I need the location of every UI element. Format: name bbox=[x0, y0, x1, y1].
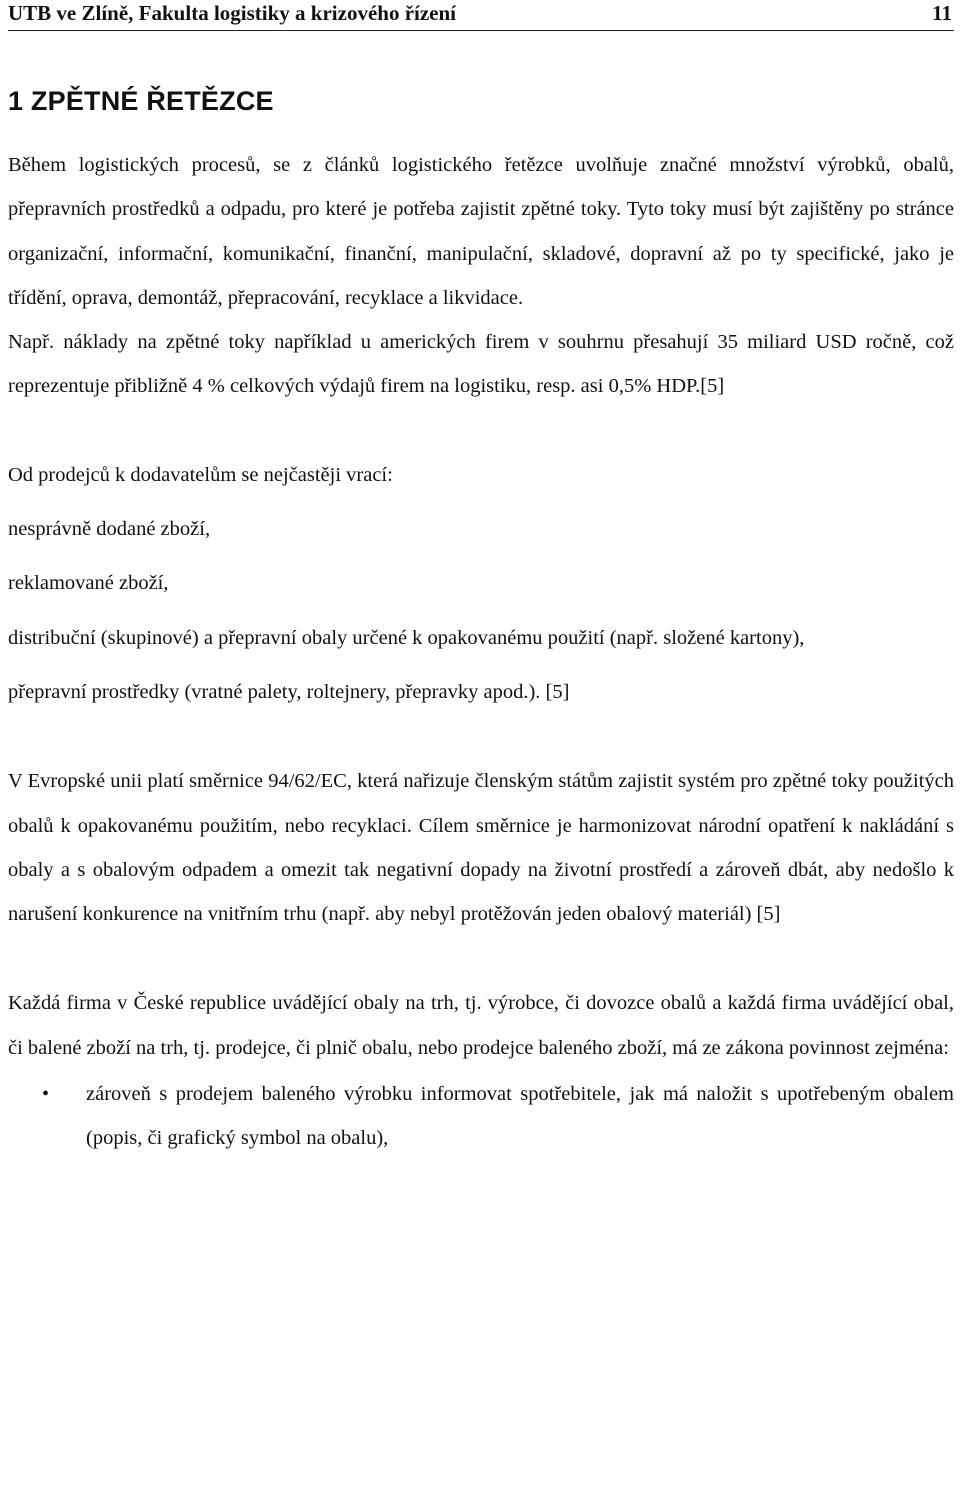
paragraph-intro: Během logistických procesů, se z článků logistického řetězce uvolňuje značné množství výrobků, obalů, přepravních prostředků a odpadu, pro které je potřeba zajistit zpětné toky. Tyto toky musí být zajištěny po stránce organizační, informační, komunikační, finanční, manipulační, skladové, dopravní až po ty specifické, jako je třídění, oprava, demontáž, přepracování, recyklace a likvidace. bbox=[8, 154, 954, 309]
paragraph-costs: Např. náklady na zpětné toky například u amerických firem v souhrnu přesahují 35 miliard USD ročně, což reprezentuje přibližně 4 % celkových výdajů firem na logistiku, resp. asi 0,5% HDP.[5] bbox=[8, 331, 954, 398]
document-page bbox=[8, 0, 954, 1160]
paragraph-returns-intro: Od prodejců k dodavatelům se nejčastěji vrací: bbox=[8, 463, 393, 486]
paragraph-item-2: reklamované zboží, bbox=[8, 572, 169, 595]
page-number: 11 bbox=[932, 1, 952, 25]
paragraph-item-3: distribuční (skupinové) a přepravní obaly určené k opakovanému použití (např. složené kartony), bbox=[8, 626, 805, 649]
obligation-list bbox=[8, 1072, 954, 1160]
running-header bbox=[8, 0, 954, 31]
paragraph-item-4: přepravní prostředky (vratné palety, roltejnery, přepravky apod.). [5] bbox=[8, 680, 570, 703]
paragraph-obligations: Každá firma v České republice uvádějící obaly na trh, tj. výrobce, či dovozce obalů a každá firma uvádějící obal, či balené zboží na trh, tj. prodejce, či plnič obalu, nebo prodejce baleného zboží, má ze zákona povinnost zejména: bbox=[8, 992, 954, 1059]
bullet-icon: • bbox=[42, 1083, 50, 1106]
list-item-text: zároveň s prodejem baleného výrobku informovat spotřebitele, jak má naložit s upotřebeným obalem (popis, či grafický symbol na obalu), bbox=[86, 1083, 954, 1150]
paragraph-eu-directive: V Evropské unii platí směrnice 94/62/EC, která nařizuje členským státům zajistit systém pro zpětné toky použitých obalů k opakovanému použitím, nebo recyklaci. Cílem směrnice je harmonizovat národní opatření k nakládání s obaly a s obalovým odpadem a omezit tak negativní dopady na životní prostředí a zároveň dbát, aby nedošlo k narušení konkurence na vnitřním trhu (např. aby nebyl protěžován jeden obalový materiál) [5] bbox=[8, 770, 954, 926]
chapter-heading: 1 ZPĚTNÉ ŘETĚZCE bbox=[8, 86, 274, 116]
paragraph-item-1: nesprávně dodané zboží, bbox=[8, 518, 211, 541]
list-item bbox=[8, 1072, 954, 1160]
header-title: UTB ve Zlíně, Fakulta logistiky a krizového řízení bbox=[8, 1, 457, 25]
